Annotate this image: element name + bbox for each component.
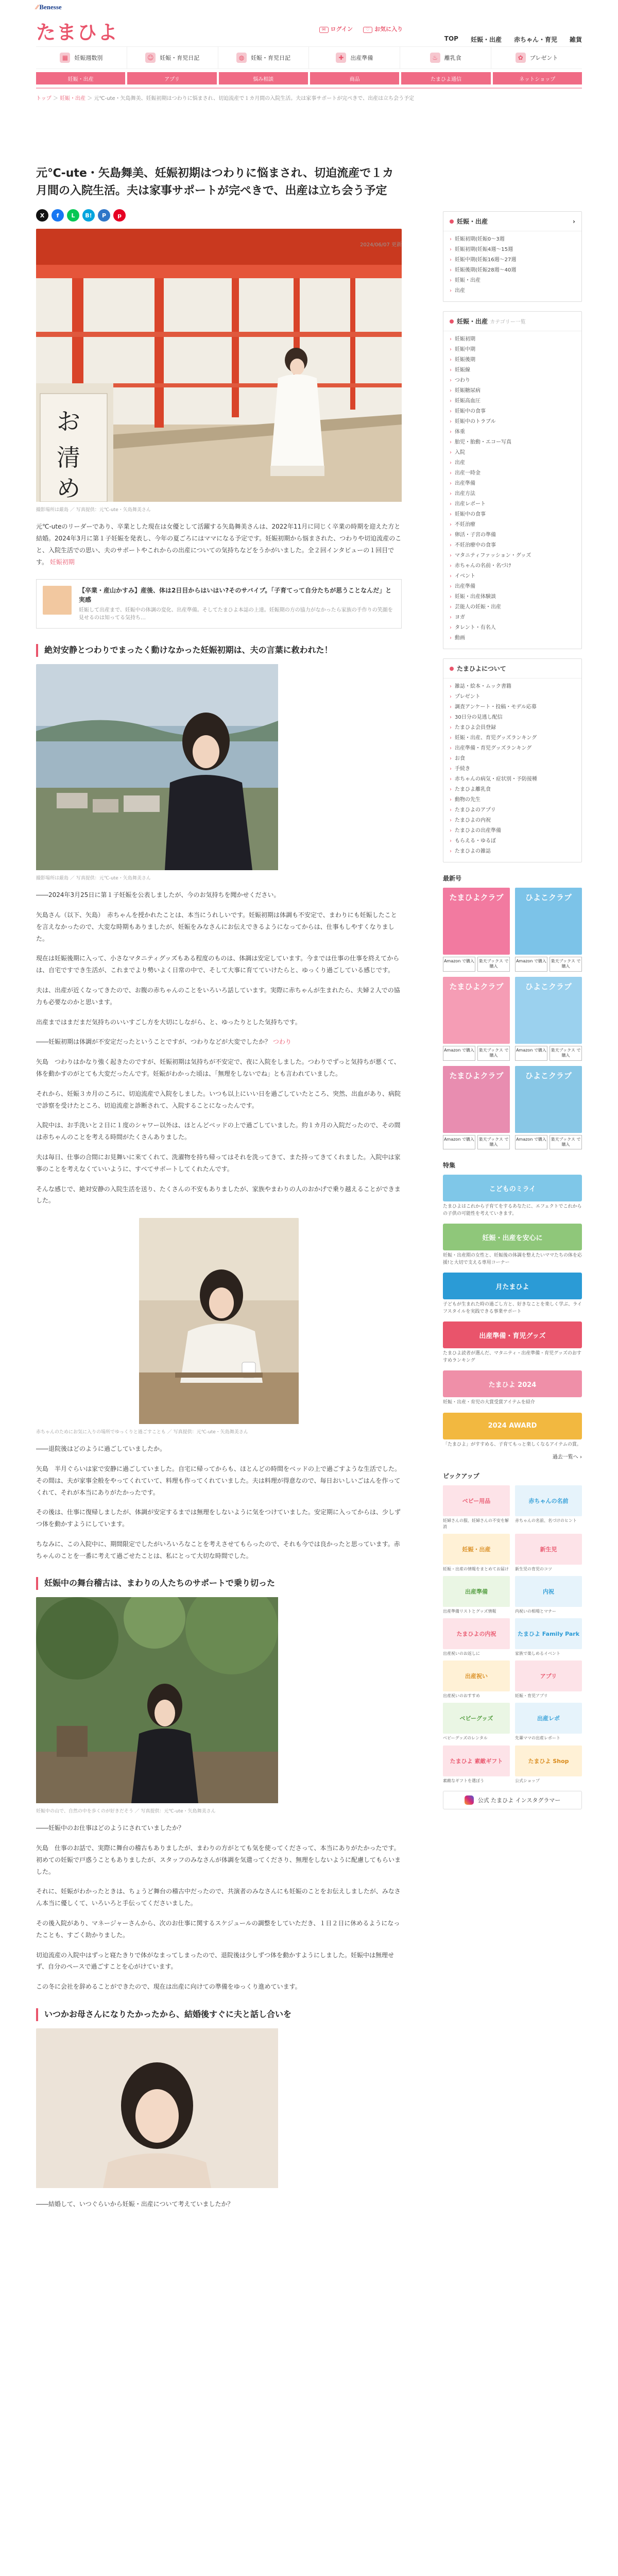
list-item[interactable]: › たまひよのアプリ <box>450 805 575 816</box>
buy-buttons <box>515 1046 582 1061</box>
breadcrumb-current: 元℃-ute・矢島舞美、妊娠初期はつわりに悩まされ、切迫流産で１カ月間の入院生活。夫は家事サポートが完ぺきで、出産は立ち会う予定 <box>94 96 415 101</box>
list-item[interactable]: › 出産方法 <box>450 489 575 499</box>
list-item[interactable]: › ヨガ <box>450 613 575 623</box>
magazine-item <box>443 888 510 972</box>
present-icon: ✿ <box>516 53 526 63</box>
icon-nav-item[interactable]: ♨ 離乳食 <box>400 47 491 69</box>
related-article-card[interactable] <box>36 579 402 629</box>
list-item[interactable]: › 妊娠初期 <box>450 334 575 345</box>
category-tab[interactable]: アプリ <box>127 72 216 84</box>
instagram-banner[interactable]: 公式 たまひよ インスタグラマー <box>443 1791 582 1809</box>
pickup-tile: 赤ちゃんの名前 <box>515 1485 582 1516</box>
pocket-share-icon[interactable]: P <box>98 209 110 222</box>
feature-caption: 妊娠・出産期の女性と、妊娠後の体調を整えたいママたちの体を応援!と大切で支える専用コーナー <box>443 1253 582 1265</box>
photo-caption: 妊娠中の山で、自然の中を歩くのが好きだそう ／ 写真提供：元℃-ute・矢島舞美さん <box>36 1809 216 1815</box>
category-tab[interactable]: 悩み相談 <box>219 72 308 84</box>
list-item[interactable]: › 不妊治療中の食事 <box>450 540 575 551</box>
nav-top[interactable]: TOP <box>444 35 458 42</box>
nav-pregnancy[interactable]: 妊娠・出産 <box>470 36 502 43</box>
icon-nav <box>36 46 582 69</box>
pickup-caption: 妊娠・出産の情報をまとめてお届け <box>443 1566 509 1571</box>
feature-caption: たまひよ読者が選んだ、マタニティ・出産準備・育児グッズのおすすめランキング <box>443 1351 581 1363</box>
category-tab[interactable]: ネットショップ <box>493 72 582 84</box>
question: ――妊娠初期は体調が不安定だったということですが、つわりなどが大変でしたか？ つわり <box>36 1038 291 1046</box>
list-item[interactable]: › 妊娠初期(妊娠4週～15週 <box>450 245 575 255</box>
paragraph: その後は、仕事に復帰しましたが、体調が安定するまでは無理をしないように気をつけていました。安定期に入ってからは、少しずつ体を動かすようにしています。 <box>36 1509 401 1528</box>
section-heading: 妊娠中の舞台稽古は、まわりの人たちのサポートで乗り切った <box>36 1577 402 1590</box>
list-item[interactable]: › お食 <box>450 754 575 764</box>
paragraph: 矢島 仕事のお話で、実際に舞台の稽古もありましたが、まわりの方がとても気を使ってくださって、本当にありがたかったです。初めての妊娠で戸惑うこともありましたが、スタッフのみなさんが体調を気遣ってくださり、無理をしないように配慮してもらいました。 <box>36 1844 401 1875</box>
breadcrumb-home[interactable]: トップ <box>36 96 52 101</box>
list-item[interactable]: › 調査アンケート・投稿・モデル応募 <box>450 702 575 713</box>
feature-caption: たまひよはこれから子育てをするあなたに、エフェクトでこれからの子供の可能性を考えていきます。 <box>443 1204 582 1216</box>
list-item[interactable]: › 妊娠中のトラブル <box>450 417 575 427</box>
pickup-tile: たまひよの内祝 <box>443 1618 510 1649</box>
pickup-tile: たまひよ 素敵ギフト <box>443 1745 510 1776</box>
facebook-share-icon[interactable]: f <box>52 209 64 222</box>
share-buttons <box>36 209 402 222</box>
photo-caption: 撮影場所は厳島 ／ 写真提供：元℃-ute・矢島舞美さん <box>36 876 151 882</box>
buy-buttons <box>515 1135 582 1150</box>
latest-issue-title: 最新号 <box>443 875 462 882</box>
list-item[interactable]: › 出産準備 <box>450 479 575 489</box>
pregnancy-weeks-box <box>443 211 582 302</box>
amazon-buy-button[interactable]: Amazon で購入 <box>515 1135 547 1150</box>
hospital-icon: ✚ <box>336 53 346 63</box>
feature-caption: 子どもが生まれた時の過ごし方と、好きなことを楽しく学ぶ、ライフスタイルを実践できる事業サポート <box>443 1302 582 1314</box>
login-link[interactable]: ✉ ログイン <box>319 25 353 33</box>
buy-buttons <box>443 957 510 972</box>
list-item[interactable]: › 動物の先生 <box>450 795 575 805</box>
box-header[interactable]: 妊娠・出産 › <box>443 212 581 231</box>
pickup-tile: 新生児 <box>515 1534 582 1565</box>
feature-title: 特集 <box>443 1162 456 1170</box>
forest-photo <box>36 1597 278 1803</box>
feature-caption: 妊娠・出産・育児の大賞受賞アイテムを紹介 <box>443 1400 535 1405</box>
magazine-cover[interactable]: ひよこクラブ <box>515 977 582 1044</box>
feature-banner[interactable]: たまひよ 2024 <box>443 1370 582 1397</box>
hatena-share-icon[interactable]: B! <box>82 209 95 222</box>
icon-nav-item[interactable]: ✿ プレゼント <box>491 47 582 69</box>
related-thumbnail <box>43 586 72 615</box>
weeks-list <box>443 231 581 301</box>
list-item[interactable]: › マタニティファッション・グッズ <box>450 551 575 561</box>
paragraph: それに、妊娠がわかったときは、ちょうど舞台の稽古中だったので、共演者のみなさんにも妊娠のことをお伝えしましたが、みなさん本当に優しくて、いろいろと手伝ってくださいました。 <box>36 1888 401 1907</box>
pickup-caption: 先輩ママの出産レポート <box>515 1736 560 1741</box>
pickup-caption: 内祝いの相場とマナー <box>515 1608 556 1614</box>
chevron-right-icon: › <box>580 1454 582 1461</box>
paragraph: 矢島さん（以下、矢島） 赤ちゃんを授かれたことは、本当にうれしいです。妊娠初期は体調も不安定で、まわりにも妊娠したことを言えなかったので、大変な時期もありましたが、妊娠をみなさんにお伝えできるようになってからは、仕事もしやすくなりました。 <box>36 911 397 942</box>
list-item[interactable]: › 芸能人の妊娠・出産 <box>450 602 575 613</box>
amazon-buy-button[interactable]: Amazon で購入 <box>443 1046 475 1061</box>
list-item[interactable]: › つわり <box>450 376 575 386</box>
pickup-tile: ベビーグッズ <box>443 1703 510 1734</box>
pickup-item[interactable] <box>443 1534 510 1572</box>
magazine-item <box>443 977 510 1061</box>
feature-banner[interactable]: 月たまひよ <box>443 1273 582 1299</box>
list-item[interactable]: › たまひよ会員登録 <box>450 723 575 733</box>
buy-buttons <box>443 1135 510 1150</box>
magazine-cover[interactable]: ひよこクラブ <box>515 1066 582 1133</box>
pickup-tile: アプリ <box>515 1660 582 1691</box>
amazon-buy-button[interactable]: Amazon で購入 <box>515 1046 547 1061</box>
article <box>36 165 402 2210</box>
heart-icon: ♡ <box>363 27 372 33</box>
article-title: 元℃-ute・矢島舞美、妊娠初期はつわりに悩まされ、切迫流産で１カ月間の入院生活。夫は家事サポートが完ぺきで、出産は立ち会う予定 <box>36 167 394 198</box>
pickup-caption: 妊婦さんの服、妊婦さんの不安を解消 <box>443 1518 509 1529</box>
paragraph: 矢島 半月ぐらいは家で安静に過ごしていました。自宅に帰ってからも、ほとんどの時間をベッドの上で過ごすような生活でした。その間は、夫が家事全般をやってくれていて、料理も作ってくれていました。夫は料理が得意なので、毎日おいしいごはんを作ってくれて、それが本当にありがたかったです。 <box>36 1465 401 1496</box>
header-utility <box>319 25 403 33</box>
benesse-logo[interactable]: ⁄⁄ Benesse <box>36 3 62 11</box>
pickup-caption: 赤ちゃんの名前、名づけのヒント <box>515 1518 577 1523</box>
pickup-caption: 出産祝いのおすすめ <box>443 1693 480 1699</box>
pickup-tile: ベビー用品 <box>443 1485 510 1516</box>
pickup-tile: 出産レポ <box>515 1703 582 1734</box>
category-bar <box>36 72 582 84</box>
magazine-item <box>443 1066 510 1150</box>
list-item[interactable]: › 雑誌・絵本・ムック書籍 <box>450 682 575 692</box>
pickup-item[interactable] <box>515 1618 582 1656</box>
list-item[interactable]: › 妊娠初期(妊娠0～3週 <box>450 234 575 245</box>
cafe-photo <box>139 1218 299 1424</box>
category-list <box>443 331 581 649</box>
shrine-corridor-photo <box>36 229 402 502</box>
chevron-right-icon: › <box>573 217 575 225</box>
svg-text:清: 清 <box>57 444 80 472</box>
main-nav <box>444 35 582 44</box>
list-item[interactable]: › 出産準備 <box>450 582 575 592</box>
icon-nav-item[interactable]: ✚ 出産準備 <box>309 47 400 69</box>
buy-buttons <box>443 1046 510 1061</box>
paragraph: 切迫流産の入院中はずっと寝たきりで体がなまってしまったので、退院後は少しずつ体を動かすようにしました。妊娠中は無理せず、自分のペースで過ごすことを心がけています。 <box>36 1951 394 1971</box>
icon-nav-item[interactable]: ◍ 妊娠・育児日記 <box>218 47 310 69</box>
paragraph: 現在は妊娠後期に入って、小さなマタニティグッズもある程度のものは、体調は安定しています。今までは仕事の仕事を終えてからは、自宅ですでき生活が、これまでより勢いよく日常の中で、そして大事に育てていけたらと、ゆっくり過ごしている感じです。 <box>36 955 400 974</box>
bullet-icon <box>450 219 454 224</box>
article-photo <box>36 229 402 504</box>
inline-link[interactable]: 妊娠初期 <box>49 558 75 566</box>
pickup-item[interactable] <box>443 1660 510 1699</box>
list-item[interactable]: › 妊娠後期 <box>450 355 575 365</box>
inline-link[interactable]: つわり <box>272 1038 291 1046</box>
list-item[interactable]: › プレゼント <box>450 692 575 702</box>
amazon-buy-button[interactable]: Amazon で購入 <box>443 1135 475 1150</box>
magazine-item <box>515 1066 582 1150</box>
paragraph: そんな感じで、絶対安静の入院生活を送り、たくさんの不安もありましたが、家族やまわりの人のおかげで乗り越えることができました。 <box>36 1185 401 1205</box>
list-item[interactable]: › 妊娠糖尿病 <box>450 386 575 396</box>
article-photo <box>36 1597 402 1805</box>
icon-nav-item[interactable]: ☺ 妊娠・育児日記 <box>127 47 218 69</box>
list-item[interactable]: › 妊娠後期(妊娠28週～40週 <box>450 265 575 276</box>
pickup-item[interactable] <box>443 1618 510 1656</box>
pickup-caption: 出産祝いのお返しに <box>443 1651 480 1656</box>
pickup-item[interactable] <box>443 1485 510 1529</box>
pickup-item[interactable] <box>443 1703 510 1741</box>
article-photo <box>36 2028 402 2190</box>
divider <box>36 88 582 89</box>
site-logo[interactable]: たまひよ <box>36 21 119 44</box>
box-header: たまひよについて <box>443 659 581 679</box>
list-item[interactable]: › たまひよ離乳食 <box>450 785 575 795</box>
site-header <box>0 14 618 46</box>
breadcrumb-category[interactable]: 妊娠・出産 <box>60 96 86 101</box>
magazine-cover[interactable]: たまひよクラブ <box>443 977 510 1044</box>
rakuten-buy-button[interactable]: 楽天ブックス で購入 <box>477 1135 510 1150</box>
pickup-item[interactable] <box>515 1703 582 1741</box>
question: ――2024年3月25日に第１子妊娠を公表しましたが、今のお気持ちを聞かせください。 <box>36 891 280 899</box>
list-item[interactable]: › 妊娠・出産 <box>450 276 575 286</box>
list-item[interactable]: › 出産レポート <box>450 499 575 510</box>
favorites-link[interactable]: ♡ お気に入り <box>363 25 403 33</box>
list-item[interactable]: › 胎児・胎動・エコー写真 <box>450 437 575 448</box>
magazine-item <box>515 977 582 1061</box>
pickup-caption: 新生児の育児のコツ <box>515 1566 552 1571</box>
magazine-cover[interactable]: ひよこクラブ <box>515 888 582 955</box>
question: ――妊娠中のお仕事はどのようにされていましたか？ <box>36 1824 185 1832</box>
list-item[interactable]: › 不妊治療 <box>450 520 575 530</box>
section-heading: いつかお母さんになりたかったから、結婚後すぐに夫と話し合いを <box>36 2008 402 2021</box>
pickup-item[interactable] <box>443 1576 510 1614</box>
pickup-caption: 家族で楽しめるイベント <box>515 1651 560 1656</box>
feature-banner[interactable]: 妊娠・出産を安心に <box>443 1224 582 1250</box>
more-link[interactable]: 過去一覧へ › <box>552 1454 582 1461</box>
nav-goods[interactable]: 雑貨 <box>569 36 582 43</box>
feature-banner[interactable]: 2024 AWARD <box>443 1413 582 1439</box>
pickup-tile: 妊娠・出産 <box>443 1534 510 1565</box>
list-item[interactable]: › 動画 <box>450 633 575 643</box>
pinterest-share-icon[interactable]: p <box>113 209 126 222</box>
about-box <box>443 658 582 862</box>
portrait-photo <box>36 2028 278 2188</box>
related-summary: 妊娠して出産まで、妊娠中の体調の変化、出産準備。そしてたまひよ本誌の上達。妊娠期の方の協力がなかったら家族の手作りの笑顔を見せるのは知ってる気持ち… <box>79 607 393 621</box>
list-item[interactable]: › 手続き <box>450 764 575 774</box>
rakuten-buy-button[interactable]: 楽天ブックス で購入 <box>550 1046 582 1061</box>
list-item[interactable]: › イベント <box>450 571 575 582</box>
list-item[interactable]: › 卵活・子宮の準備 <box>450 530 575 540</box>
svg-text:め: め <box>57 474 80 502</box>
list-item[interactable]: › タレント・有名人 <box>450 623 575 633</box>
pickup-item[interactable] <box>515 1576 582 1614</box>
pickup-caption: 公式ショップ <box>515 1778 540 1783</box>
list-item[interactable]: › 入院 <box>450 448 575 458</box>
pickup-item[interactable] <box>515 1485 582 1529</box>
photo-caption: 赤ちゃんのためにお気に入りの場所でゆっくりと過ごすことも ／ 写真提供：元℃-ute・矢島舞美さん <box>36 1430 248 1435</box>
pickup-caption: 妊娠・育児アプリ <box>515 1693 548 1699</box>
list-item[interactable]: › 体重 <box>450 427 575 437</box>
feature-banner[interactable]: こどものミライ <box>443 1175 582 1201</box>
list-item[interactable]: › 妊娠・出産体験談 <box>450 592 575 602</box>
section-heading: 絶対安静とつわりでまったく動けなかった妊娠初期は、夫の言葉に救われた！ <box>36 644 402 657</box>
feature-caption: 「たまひよ」がすすめる、子育てもっと楽しくなるアイテムの賞。 <box>443 1442 581 1447</box>
list-item[interactable]: › たまひよの出産準備 <box>450 826 575 836</box>
amazon-buy-button[interactable]: Amazon で購入 <box>443 957 475 972</box>
stroller-icon: ◍ <box>236 53 247 63</box>
instagram-icon <box>465 1795 474 1805</box>
pickup-item[interactable] <box>515 1534 582 1572</box>
pickup-item[interactable] <box>443 1745 510 1784</box>
paragraph: 夫は毎日、仕事の合間にお見舞いに来てくれて、洗濯物を持ち帰ってはそれを洗ってきて、また持ってきてくれました。入院中は家事のことを考えなくていいように、すべてサポートしてくれたんです。 <box>36 1153 401 1173</box>
bullet-icon <box>450 667 454 671</box>
x-share-icon[interactable]: X <box>36 209 48 222</box>
paragraph: それから、妊娠３カ月のころに、切迫流産で入院をしました。いつも以上にいい日を過ごしていたところ、突然、出血があり、病院で診察を受けたところ、切迫流産と診断されて、入院することになったんです。 <box>36 1090 401 1109</box>
article-date: 2024/06/07 更新 <box>360 242 402 248</box>
line-share-icon[interactable]: L <box>67 209 79 222</box>
corporate-bar <box>0 0 618 14</box>
about-list <box>443 679 581 862</box>
amazon-buy-button[interactable]: Amazon で購入 <box>515 957 547 972</box>
pickup-tile: 内祝 <box>515 1576 582 1607</box>
pickup-tile: 出産祝い <box>443 1660 510 1691</box>
baby-icon: ☺ <box>145 53 156 63</box>
article-photo <box>36 664 402 872</box>
pickup-tile: たまひよ Family Park <box>515 1618 582 1649</box>
rakuten-buy-button[interactable]: 楽天ブックス で購入 <box>477 1046 510 1061</box>
photo-caption: 撮影場所は厳島 ／ 写真提供：元℃-ute・矢島舞美さん <box>36 507 151 513</box>
list-item[interactable]: › 出産 <box>450 458 575 468</box>
question: ――結婚して、いつぐらいから妊娠・出産について考えていましたか？ <box>36 2200 234 2208</box>
paragraph: 入院中は、お手洗いと２日に１度のシャワー以外は、ほとんどベッドの上で過ごしていました。約１カ月の入院だったので、その間は赤ちゃんのことを考える時間がたくさんありました。 <box>36 1122 401 1141</box>
pickup-item[interactable] <box>515 1660 582 1699</box>
pickup-title: ピックアップ <box>443 1472 479 1480</box>
pickup-caption: 素敵なギフトを選ぼう <box>443 1778 484 1783</box>
pickup-tile: 出産準備 <box>443 1576 510 1607</box>
list-item[interactable]: › 赤ちゃんの病気・症状別・予防接種 <box>450 774 575 785</box>
article-intro: 元℃-uteのリーダーであり、卒業とした現在は女優として活躍する矢島舞美さんは、2022年11月に同じく卒業の時期を迎えた方と結婚。2024年3月に第１子妊娠を発表し、今年の夏ごろにはママになる予定です。妊娠初期から悩まされた、つわりや切迫流産のこと、入院生活での思い、夫のサポートやこれからの出産についての気持ちなどをうかがいました。全２回インタビューの１回目です。 妊娠初期 <box>36 523 402 566</box>
pickup-grid <box>443 1485 582 1784</box>
category-tab[interactable]: 妊娠・出産 <box>36 72 125 84</box>
bullet-icon <box>450 319 454 324</box>
pickup-caption: ベビーグッズのレンタル <box>443 1736 488 1741</box>
sidebar <box>443 211 582 1809</box>
paragraph: 出産まではまだまだ気持ちのいいすごし方を大切にしながら、と、ゆったりとした気持ちです。 <box>36 1018 301 1026</box>
magazine-item <box>515 888 582 972</box>
mail-icon: ✉ <box>319 27 329 33</box>
sea-view-photo <box>36 664 278 870</box>
list-item[interactable]: › 妊娠中期(妊娠16週～27週 <box>450 255 575 265</box>
paragraph: 矢島 つわりはかなり強く起きたのですが、妊娠初期は気持ちが不安定で、夜に入院をしました。つわりでずっと気持ちが悪くて、体を動かすのがとても大変だったんです。妊娠がわかった頃は、「無理をしないでね」とも言われていました。 <box>36 1058 400 1077</box>
magazine-cover[interactable]: たまひよクラブ <box>443 888 510 955</box>
svg-text:お: お <box>57 408 80 436</box>
rakuten-buy-button[interactable]: 楽天ブックス で購入 <box>550 957 582 972</box>
icon-nav-item[interactable]: ▦ 妊娠週数別 <box>36 47 127 69</box>
question: ――退院後はどのように過ごしていましたか。 <box>36 1445 166 1453</box>
buy-buttons <box>515 957 582 972</box>
list-item[interactable]: › 30日分の見逃し配信 <box>450 713 575 723</box>
gift-icon: ♨ <box>430 53 440 63</box>
category-box <box>443 311 582 649</box>
list-item[interactable]: › 妊娠中の食事 <box>450 510 575 520</box>
article-photo <box>139 1218 299 1426</box>
paragraph: その後入院があり、マネージャーさんから、次のお仕事に関するスケジュールの調整をしていただき、１日２日に休めるようになったことも、すごく助かりました。 <box>36 1920 400 1939</box>
list-item[interactable]: › 出産一時金 <box>450 468 575 479</box>
list-item[interactable]: › たまひよの雑誌 <box>450 846 575 857</box>
rakuten-buy-button[interactable]: 楽天ブックス で購入 <box>550 1135 582 1150</box>
list-item[interactable]: › 赤ちゃんの名前・名づけ <box>450 561 575 571</box>
list-item[interactable]: › 妊娠中期 <box>450 345 575 355</box>
rakuten-buy-button[interactable]: 楽天ブックス で購入 <box>477 957 510 972</box>
list-item[interactable]: › 出産 <box>450 286 575 296</box>
pickup-caption: 出産準備リストとグッズ情報 <box>443 1608 496 1614</box>
category-tab[interactable]: 商品 <box>310 72 399 84</box>
list-item[interactable]: › 妊娠・出産、育児グッズランキング <box>450 733 575 743</box>
list-item[interactable]: › 出産準備・育児グッズランキング <box>450 743 575 754</box>
magazine-grid <box>443 888 582 1149</box>
box-header: 妊娠・出産 カテゴリー一覧 <box>443 312 581 331</box>
paragraph: 夫は、出産が近くなってきたので、お腹の赤ちゃんのことをいろいろ話しています。実際に赤ちゃんが生まれたら、夫婦２人での協力も必要なのかと思います。 <box>36 986 400 1006</box>
list-item[interactable]: › もらえる・ゆるぼ <box>450 836 575 846</box>
related-title: 【卒業・産山かすみ】産後、体は2日目からはいはい?そのサバイブ。「子育てって自分たちが思うことなんだ」と実感 <box>79 587 392 604</box>
list-item[interactable]: › 妊娠高血圧 <box>450 396 575 406</box>
magazine-cover[interactable]: たまひよクラブ <box>443 1066 510 1133</box>
list-item[interactable]: › 妊娠中の食事 <box>450 406 575 417</box>
nav-baby[interactable]: 赤ちゃん・育児 <box>513 36 557 43</box>
calendar-icon: ▦ <box>60 53 70 63</box>
pickup-item[interactable] <box>515 1745 582 1784</box>
breadcrumb: トップ ＞ 妊娠・出産 ＞ 元℃-ute・矢島舞美、妊娠初期はつわりに悩まされ、切迫流産で１カ月間の入院生活。夫は家事サポートが完ぺきで、出産は立ち会う予定 <box>36 96 415 101</box>
pickup-tile: たまひよ Shop <box>515 1745 582 1776</box>
list-item[interactable]: › たまひよの内祝 <box>450 816 575 826</box>
feature-list <box>443 1175 582 1448</box>
category-tab[interactable]: たまひよ通信 <box>401 72 490 84</box>
paragraph: この冬に会社を辞めることができたので、現在は出産に向けての準備をゆっくり進めています。 <box>36 1983 301 1991</box>
list-item[interactable]: › 妊娠線 <box>450 365 575 376</box>
paragraph: ちなみに、この入院中に、期間限定でしたがいろいろなことを考えさせてもらったので、それも今では良かったと思っています。赤ちゃんのことを一番に考えて過ごせたことは、私にとって大切な時間でした。 <box>36 1540 400 1560</box>
feature-banner[interactable]: 出産準備・育児グッズ <box>443 1321 582 1348</box>
